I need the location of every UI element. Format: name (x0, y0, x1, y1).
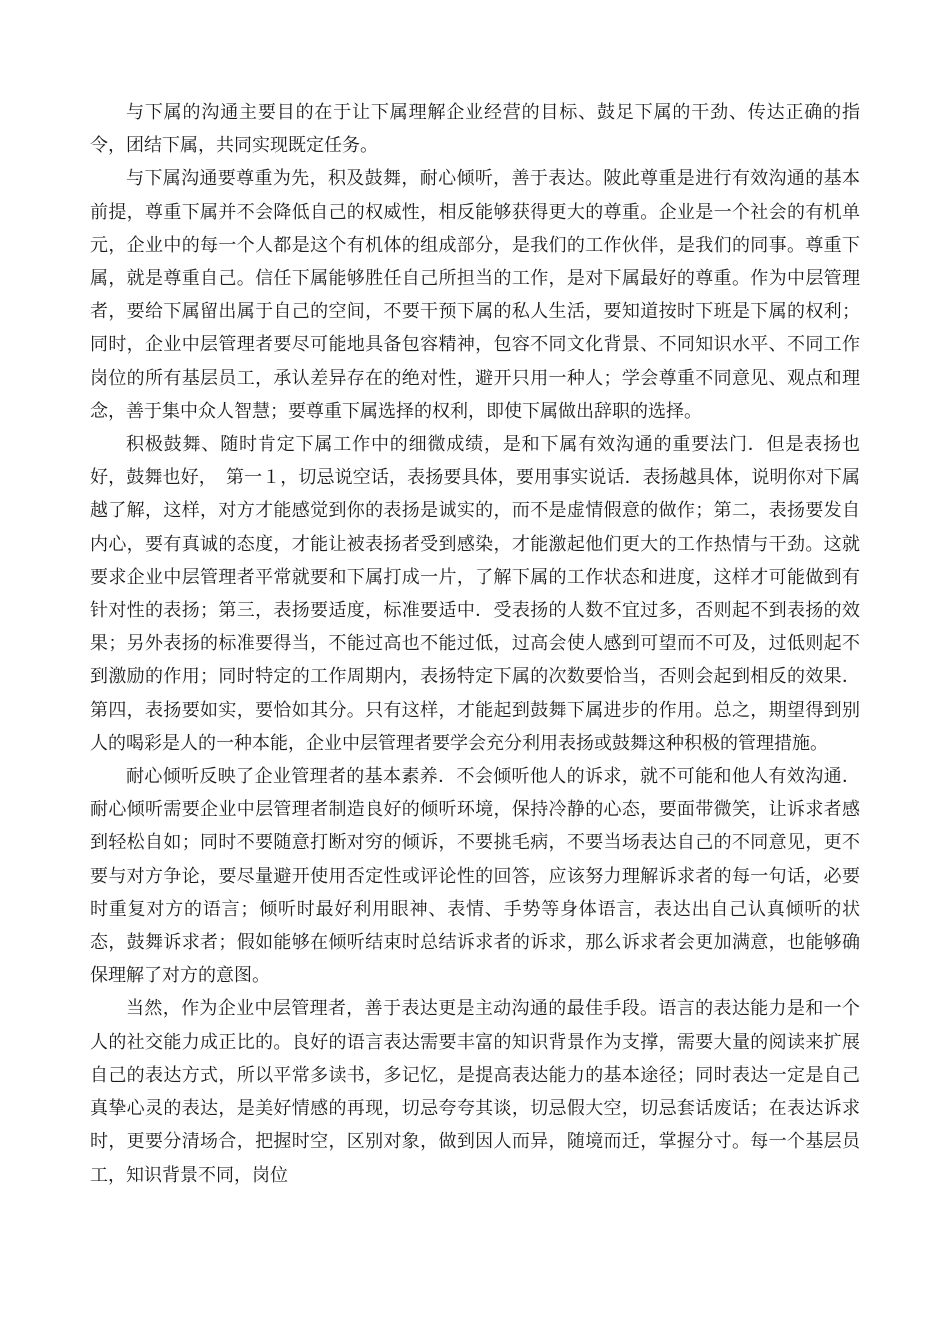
paragraph-expression: 当然，作为企业中层管理者，善于表达更是主动沟通的最佳手段。语言的表达能力是和一个人的社交能力成正比的。良好的语言表达需要丰富的知识背景作为支撑，需要大量的阅读来扩展自己的表达方式，所以平常多读书，多记忆，是提高表达能力的基本途径；同时表达一定是自己真挚心灵的表达，是美好情感的再现，切忌夸夸其谈，切忌假大空，切忌套话废话；在表达诉求时，更要分清场合，把握时空，区别对象，做到因人而异，随境而迁，掌握分寸。每一个基层员工，知识背景不同，岗位 (90, 998, 860, 1186)
paragraph-respect: 与下属沟通要尊重为先，积及鼓舞，耐心倾听，善于表达。陂此尊重是进行有效沟通的基本前提，尊重下属并不会降低自己的权威性，相反能够获得更大的尊重。企业是一个社会的有机单元，企业中的每一个人都是这个有机体的组成部分，是我们的工作伙伴，是我们的同事。尊重下属，就是尊重自己。信任下属能够胜任自己所担当的工作，是对下属最好的尊重。作为中层管理者，要给下属留出属于自己的空间，不要干预下属的私人生活，要知道按时下班是下属的权利；同时，企业中层管理者要尽可能地具备包容精神，包容不同文化背景、不同知识水平、不同工作岗位的所有基层员工，承认差异存在的绝对性，避开只用一种人；学会尊重不同意见、观点和理念，善于集中众人智慧；要尊重下属选择的权利，即使下属做出辞职的选择。 (90, 168, 860, 422)
paragraph-communication-purpose: 与下属的沟通主要目的在于让下属理解企业经营的目标、鼓足下属的干劲、传达正确的指令，团结下属，共同实现既定任务。 (90, 102, 860, 157)
paragraph-encouragement: 积极鼓舞、随时肯定下属工作中的细微成绩，是和下属有效沟通的重要法门．但是表扬也好，鼓舞也好， 第一１，切忌说空话，表扬要具体，要用事实说话．表扬越具体，说明你对下属越了解，这样，对方才能感觉到你的表扬是诚实的，而不是虚情假意的做作；第二，表扬要发自内心，要有真诚的态度，才能让被表扬者受到感染，才能激起他们更大的工作热情与干劲。这就要求企业中层管理者平常就要和下属打成一片，了解下属的工作状态和进度，这样才可能做到有针对性的表扬；第三，表扬要适度，标准要适中．受表扬的人数不宜过多，否则起不到表扬的效果；另外表扬的标准要得当，不能过高也不能过低，过高会使人感到可望而不可及，过低则起不到激励的作用；同时特定的工作周期内，表扬特定下属的次数要恰当，否则会起到相反的效果．第四，表扬要如实，要恰如其分。只有这样，才能起到鼓舞下属进步的作用。总之，期望得到别人的喝彩是人的一种本能，企业中层管理者要学会充分利用表扬或鼓舞这种积极的管理措施。 (90, 434, 860, 754)
document-body (90, 96, 860, 1192)
paragraph-listening: 耐心倾听反映了企业管理者的基本素养．不会倾听他人的诉求，就不可能和他人有效沟通．耐心倾听需要企业中层管理者制造良好的倾听环境，保持冷静的心态，要面带微笑，让诉求者感到轻松自如；同时不要随意打断对穷的倾诉，不要挑毛病，不要当场表达自己的不同意见，更不要与对方争论，要尽量避开使用否定性或评论性的回答，应该努力理解诉求者的每一句话，必要时重复对方的语言；倾听时最好利用眼神、表情、手势等身体语言，表达出自己认真倾听的状态，鼓舞诉求者；假如能够在倾听结束时总结诉求者的诉求，那么诉求者会更加满意，也能够确保理解了对方的意图。 (90, 766, 860, 987)
